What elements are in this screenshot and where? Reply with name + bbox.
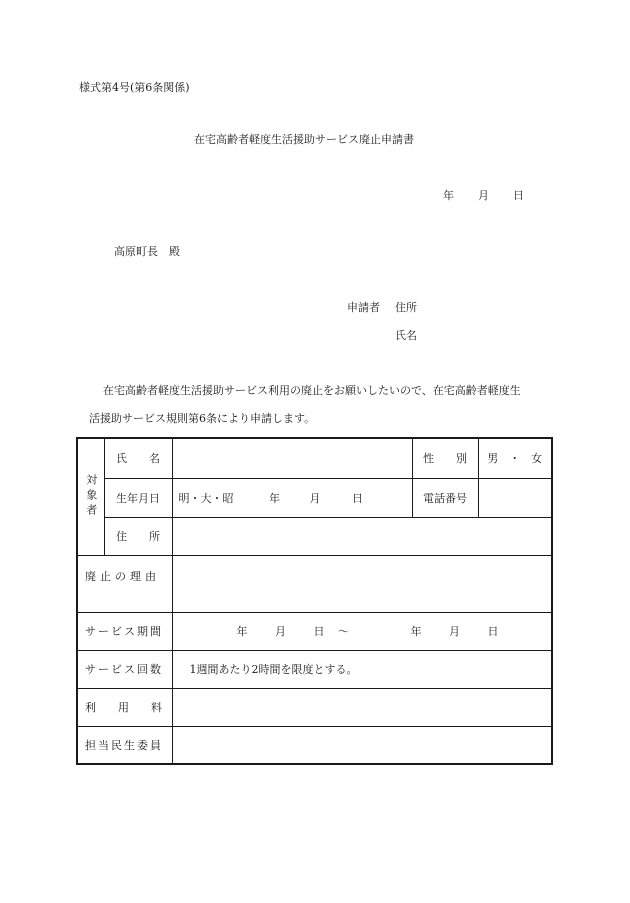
service-period-label: サービス期間 xyxy=(85,625,163,638)
service-period-label-cell xyxy=(77,612,172,650)
service-count-cell xyxy=(172,650,552,688)
addressee: 高原町長 殿 xyxy=(114,245,180,258)
service-period-input[interactable] xyxy=(172,612,552,650)
applicant-label: 申請者 xyxy=(347,301,380,314)
gender-label: 性 別 xyxy=(423,452,467,466)
date-month: 月 xyxy=(478,189,489,202)
table-row xyxy=(77,726,552,764)
body-text-line1: 在宅高齢者軽度生活援助サービス利用の廃止をお願いしたいので、在宅高齢者軽度生 xyxy=(103,384,521,397)
table-row xyxy=(77,650,552,688)
gender-options[interactable]: 男 ・ 女 xyxy=(487,452,543,466)
date-day: 日 xyxy=(513,189,524,202)
birthdate-label: 生年月日 xyxy=(116,491,160,505)
application-table xyxy=(76,437,553,765)
era-options[interactable]: 明・大・昭 xyxy=(178,491,234,505)
phone-label-cell xyxy=(412,478,478,517)
gender-options-cell[interactable] xyxy=(478,438,552,478)
name-input[interactable] xyxy=(172,438,412,478)
address-label: 住 所 xyxy=(116,530,160,543)
body-text-line2: 活援助サービス規則第6条により申請します。 xyxy=(89,412,316,425)
address-label-cell xyxy=(104,517,172,555)
fee-label-cell xyxy=(77,688,172,726)
birth-month: 月 xyxy=(309,491,321,505)
birth-year: 年 xyxy=(269,491,280,505)
name-label: 氏 名 xyxy=(116,452,160,466)
service-count-value: 1週間あたり2時間を限度とする。 xyxy=(189,663,358,676)
fee-label: 利 用 料 xyxy=(85,701,162,714)
subject-label-cell xyxy=(77,438,104,555)
gender-label-cell xyxy=(412,438,478,478)
table-row xyxy=(77,478,552,517)
fee-input[interactable] xyxy=(172,688,552,726)
period-start-day: 日 xyxy=(313,625,325,638)
table-row xyxy=(77,517,552,555)
period-start-year: 年 xyxy=(236,625,248,638)
period-end-day: 日 xyxy=(487,625,499,638)
birthdate-input[interactable] xyxy=(172,478,412,517)
service-count-label-cell xyxy=(77,650,172,688)
applicant-address-label: 住所 xyxy=(395,301,417,314)
reason-label: 廃止の理由 xyxy=(85,569,160,583)
reason-input[interactable] xyxy=(172,555,552,612)
period-end-year: 年 xyxy=(410,625,422,638)
service-count-label: サービス回数 xyxy=(85,663,163,676)
form-number: 様式第4号(第6条関係) xyxy=(79,81,190,94)
applicant-name-label: 氏名 xyxy=(395,329,417,342)
phone-label: 電話番号 xyxy=(423,491,467,505)
birthdate-label-cell xyxy=(104,478,172,517)
address-input[interactable] xyxy=(172,517,552,555)
welfare-label-cell xyxy=(77,726,172,764)
subject-label: 対象者 xyxy=(84,474,98,520)
welfare-input[interactable] xyxy=(172,726,552,764)
period-start-month: 月 xyxy=(275,625,286,638)
page-title: 在宅高齢者軽度生活援助サービス廃止申請書 xyxy=(194,133,414,146)
reason-label-cell xyxy=(77,555,172,612)
period-tilde: ～ xyxy=(338,625,349,638)
table-row xyxy=(77,438,552,478)
table-row xyxy=(77,612,552,650)
date-year: 年 xyxy=(443,189,454,202)
welfare-label: 担当民生委員 xyxy=(85,738,163,752)
birth-day: 日 xyxy=(352,491,363,505)
phone-input[interactable] xyxy=(478,478,552,517)
period-end-month: 月 xyxy=(449,625,460,638)
table-row xyxy=(77,555,552,612)
name-label-cell xyxy=(104,438,172,478)
table-row xyxy=(77,688,552,726)
